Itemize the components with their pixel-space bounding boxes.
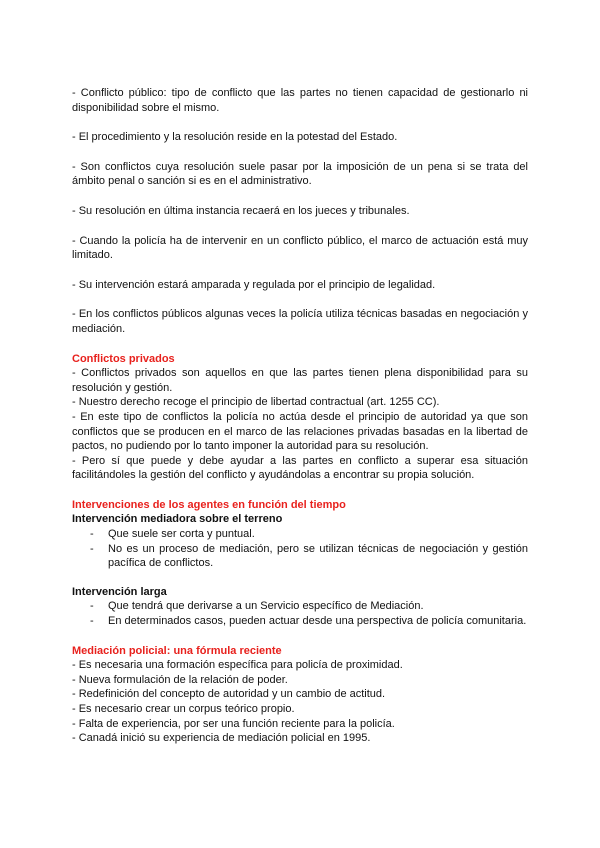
paragraph-legality-principle: - Su intervención estará amparada y regulada por el principio de legalidad. (72, 278, 436, 291)
paragraph-negotiation-techniques: - En los conflictos públicos algunas veces la policía utiliza técnicas basadas en negociación y mediación. (72, 308, 528, 335)
paragraph-limited-framework: - Cuando la policía ha de intervenir en un conflicto público, el marco de actuación está muy limitado. (72, 234, 528, 262)
paragraph-judges-courts: - Su resolución en última instancia recaerá en los jueces y tribunales. (72, 204, 410, 217)
dash-bullet: - (90, 615, 94, 628)
section-heading-private-conflicts: Conflictos privados (72, 352, 175, 365)
mediation-line: - Canadá inició su experiencia de mediación policial en 1995. (72, 732, 371, 745)
dash-bullet: - (90, 600, 94, 613)
section-heading-interventions: Intervenciones de los agentes en función del tiempo (72, 498, 346, 511)
document-body (72, 86, 528, 746)
list-item-text: Que suele ser corta y puntual. (108, 528, 255, 541)
mediation-line: - Es necesario crear un corpus teórico propio. (72, 703, 295, 715)
private-line: - Pero sí que puede y debe ayudar a las partes en conflicto a superar esa situación facilitándoles la gestión del conflicto y ayudándolas a encontrar su propia solución. (72, 454, 528, 482)
list-item-text: Que tendrá que derivarse a un Servicio específico de Mediación. (108, 600, 424, 613)
list-item (72, 599, 528, 614)
dash-bullet: - (90, 528, 94, 541)
mediation-line: - Nueva formulación de la relación de poder. (72, 673, 288, 686)
subheading-long-intervention: Intervención larga (72, 585, 167, 598)
mediation-line: - Es necesaria una formación específica para policía de proximidad. (72, 659, 403, 672)
list-item (72, 542, 528, 571)
list-item (72, 614, 528, 629)
mediation-line: - Falta de experiencia, por ser una función reciente para la policía. (72, 717, 395, 730)
field-mediation-list (72, 527, 528, 571)
list-item-text: En determinados casos, pueden actuar desde una perspectiva de policía comunitaria. (108, 615, 527, 628)
section-heading-police-mediation: Mediación policial: una fórmula reciente (72, 644, 282, 657)
paragraph-public-conflict-definition: - Conflicto público: tipo de conflicto que las partes no tienen capacidad de gestionarlo ni disponibilidad sobre el mismo. (72, 87, 528, 114)
subheading-field-mediation: Intervención mediadora sobre el terreno (72, 513, 283, 526)
mediation-line: - Redefinición del concepto de autoridad y un cambio de actitud. (72, 688, 386, 701)
list-item (72, 527, 528, 542)
long-intervention-list (72, 599, 528, 628)
dash-bullet: - (90, 542, 94, 555)
list-item-text: No es un proceso de mediación, pero se utilizan técnicas de negociación y gestión pacífica de conflictos. (108, 542, 528, 570)
private-line: - En este tipo de conflictos la policía no actúa desde el principio de autoridad ya que son conflictos que se producen en el marco de las relaciones privadas basadas en la libertad de pactos, no pudiendo por lo tanto imponer la autoridad para su resolución. (72, 410, 528, 453)
paragraph-penalty-sanction: - Son conflictos cuya resolución suele pasar por la imposición de un pena si se trata del ámbito penal o sanción si es en el administrativo. (72, 160, 528, 188)
paragraph-state-authority: - El procedimiento y la resolución reside en la potestad del Estado. (72, 131, 398, 144)
private-line: - Conflictos privados son aquellos en que las partes tienen plena disponibilidad para su resolución y gestión. (72, 367, 528, 394)
private-line: - Nuestro derecho recoge el principio de libertad contractual (art. 1255 CC). (72, 396, 440, 409)
